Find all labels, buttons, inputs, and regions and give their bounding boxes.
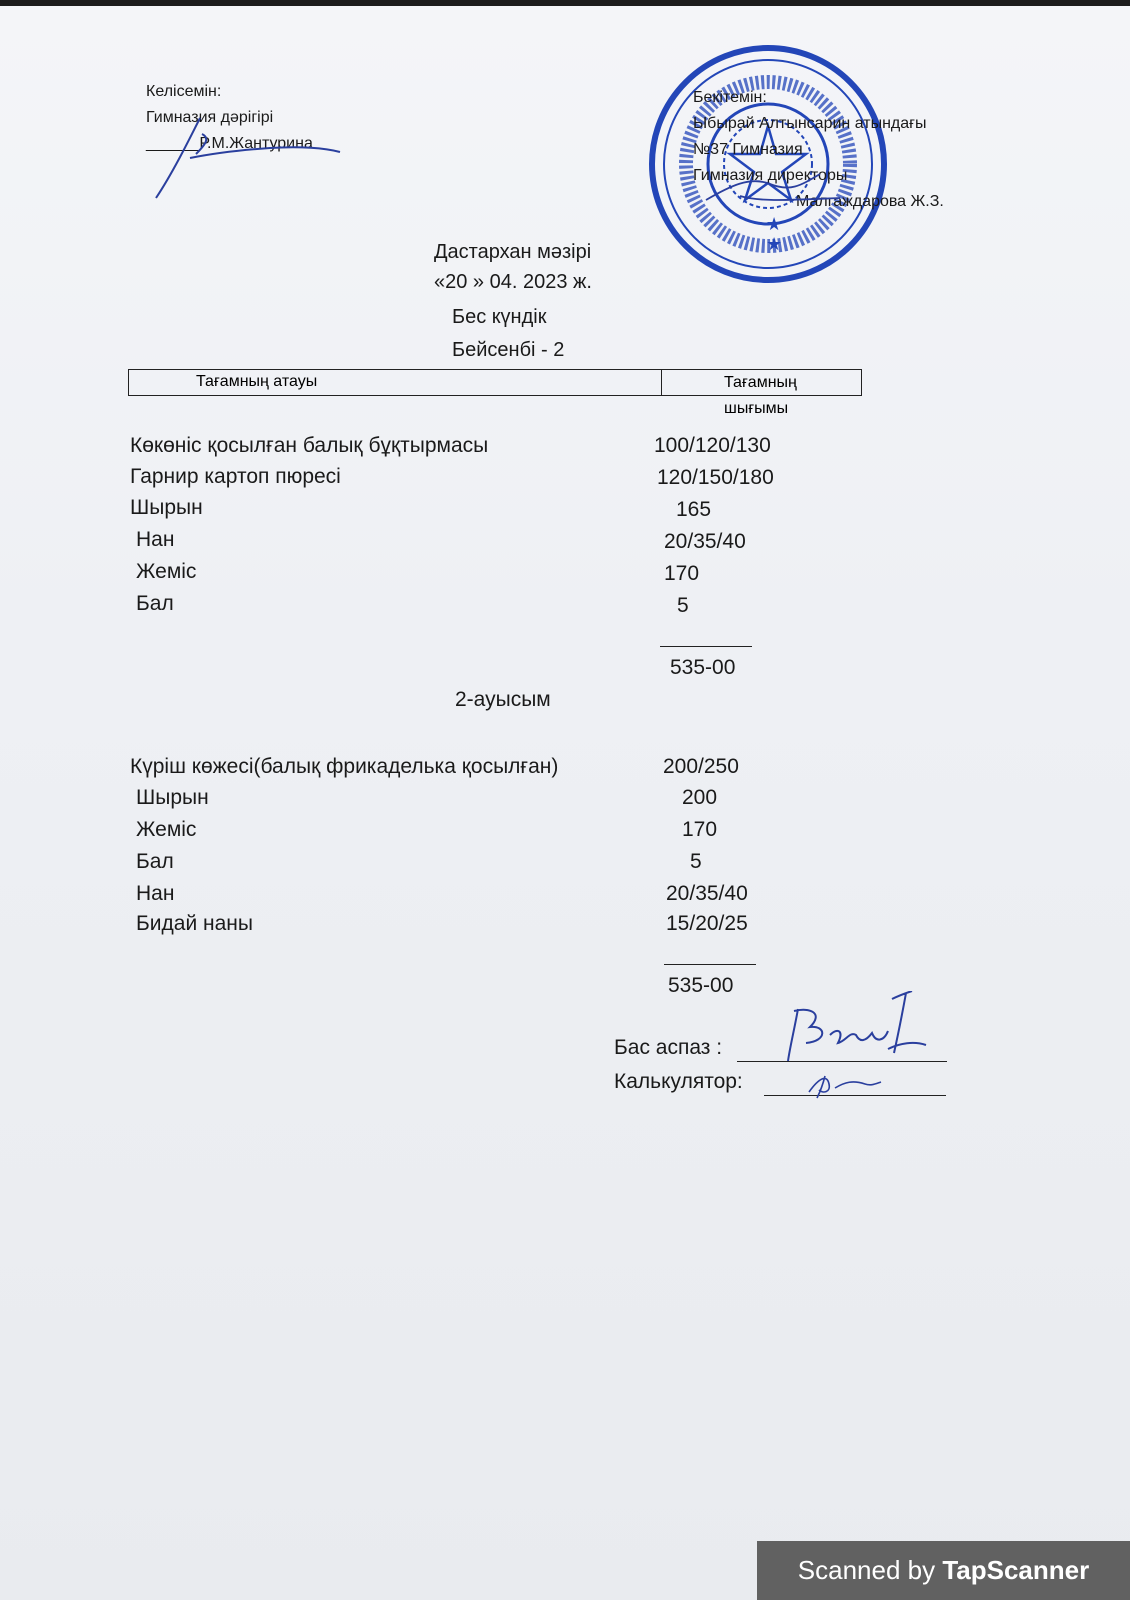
- doctor-signature-icon: [150, 114, 350, 204]
- shift1-item-name: Жеміс: [136, 560, 197, 583]
- dish-name-column-header: Тағамның атауы: [129, 370, 662, 395]
- dish-yield-column-header: Тағамның шығымы: [724, 374, 797, 417]
- shift2-item-name: Шырын: [136, 786, 209, 809]
- agreed-label: Келісемін:: [146, 83, 222, 100]
- approved-label: Бекітемін:: [693, 89, 767, 106]
- shift2-item-name: Бидай наны: [136, 912, 253, 935]
- shift2-item-yield: 200/250: [663, 755, 739, 778]
- document-page: [0, 6, 1130, 1600]
- shift1-item-yield: 5: [677, 594, 689, 617]
- shift2-item-yield: 15/20/25: [666, 912, 748, 935]
- director-name: Малгаждарова Ж.З.: [796, 193, 944, 210]
- shift1-item-name: Нан: [136, 528, 175, 551]
- shift1-item-name: Шырын: [130, 496, 203, 519]
- director-title: Гимназия директоры: [693, 167, 848, 184]
- chef-label: Бас аспаз :: [614, 1036, 723, 1059]
- chef-signature-icon: [780, 991, 930, 1071]
- menu-date: «20 » 04. 2023 ж.: [434, 271, 592, 293]
- shift1-item-yield: 20/35/40: [664, 530, 746, 553]
- school-number: №37 Гимназия: [693, 141, 803, 158]
- director-signature-icon: [700, 156, 850, 216]
- doctor-name: ______Р.М.Жантурина: [146, 135, 313, 152]
- shift2-item-yield: 170: [682, 818, 718, 841]
- shift2-item-name: Күріш көжесі(балық фрикаделька қосылған): [130, 755, 559, 778]
- menu-day: Бейсенбі - 2: [452, 339, 565, 361]
- scanner-prefix: Scanned by: [797, 1555, 943, 1585]
- shift1-item-yield: 120/150/180: [657, 466, 774, 489]
- shift2-item-name: Нан: [136, 882, 175, 905]
- menu-table-header: [128, 369, 862, 417]
- shift2-item-name: Бал: [136, 850, 174, 873]
- doctor-title: Гимназия дәрігірі: [146, 109, 274, 126]
- svg-text:★: ★: [766, 214, 783, 235]
- shift1-item-yield: 170: [664, 562, 700, 585]
- shift1-total: 535-00: [670, 656, 736, 679]
- shift2-item-yield: 5: [690, 850, 702, 873]
- shift2-total-rule: [664, 964, 756, 965]
- shift1-item-name: Көкөніс қосылған балық бұқтырмасы: [130, 434, 489, 457]
- menu-period: Бес күндік: [452, 306, 547, 328]
- menu-title: Дастархан мәзірі: [434, 241, 592, 263]
- scanner-brand: TapScanner: [942, 1555, 1090, 1585]
- shift1-item-name: Гарнир картоп пюресі: [130, 465, 341, 488]
- shift1-item-yield: 100/120/130: [654, 434, 771, 457]
- shift1-total-rule: [660, 646, 752, 647]
- shift2-item-name: Жеміс: [136, 818, 197, 841]
- shift1-item-name: Бал: [136, 592, 174, 615]
- scanner-watermark: [757, 1541, 1130, 1600]
- calculator-label: Калькулятор:: [614, 1070, 743, 1093]
- shift2-title: 2-ауысым: [455, 688, 551, 711]
- shift2-item-yield: 20/35/40: [666, 882, 748, 905]
- shift2-item-yield: 200: [682, 786, 718, 809]
- shift2-total: 535-00: [668, 974, 734, 997]
- calculator-signature-icon: [805, 1070, 885, 1100]
- school-name: Ыбырай Алтынсарин атындағы: [693, 115, 927, 132]
- shift1-item-yield: 165: [676, 498, 712, 521]
- svg-text:★: ★: [766, 234, 783, 255]
